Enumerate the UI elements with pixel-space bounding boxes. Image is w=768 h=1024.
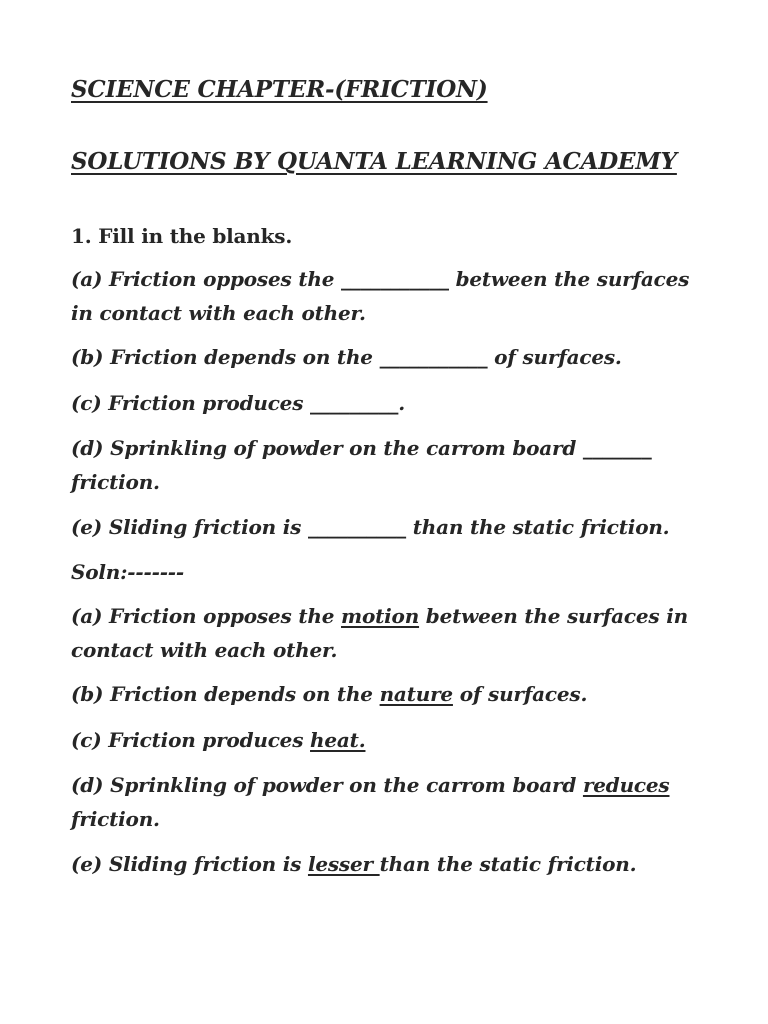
solution-b: [71, 677, 711, 711]
question-d: (d) Sprinkling of powder on the carrom board _______ friction.: [71, 436, 652, 494]
solution-c: [71, 723, 711, 757]
solution-d-after: friction.: [71, 807, 160, 831]
solution-a-before: (a) Friction opposes the: [71, 604, 342, 628]
solution-b-answer: nature: [379, 682, 453, 706]
solution-e-after: than the static friction.: [379, 852, 637, 876]
solution-a-after: between the surfaces in contact with each other.: [71, 604, 688, 662]
question-c: (c) Friction produces _________.: [71, 391, 405, 415]
solution-a-answer: motion: [341, 604, 420, 628]
question-a: (a) Friction opposes the ___________ between the surfaces in contact with each other.: [71, 267, 690, 325]
solution-d: [71, 768, 711, 836]
solution-d-before: (d) Sprinkling of powder on the carrom board: [71, 773, 583, 797]
solution-c-before: (c) Friction produces: [71, 728, 311, 752]
solution-e-before: (e) Sliding friction is: [71, 852, 308, 876]
solution-b-after: of surfaces.: [452, 682, 588, 706]
question-title: 1. Fill in the blanks.: [71, 224, 293, 248]
solutions-heading: SOLUTIONS BY QUANTA LEARNING ACADEMY: [71, 148, 677, 175]
solution-d-answer: reduces: [582, 773, 670, 797]
solution-label: Soln:-------: [71, 560, 185, 584]
question-b: (b) Friction depends on the ___________ of surfaces.: [71, 345, 622, 369]
chapter-heading: SCIENCE CHAPTER-(FRICTION): [71, 76, 488, 103]
question-e: (e) Sliding friction is __________ than the static friction.: [71, 515, 670, 539]
solution-e-answer: lesser: [307, 852, 380, 876]
solution-a: [71, 599, 711, 667]
solution-b-before: (b) Friction depends on the: [71, 682, 380, 706]
solution-c-answer: heat.: [310, 728, 366, 752]
solution-e: [71, 847, 711, 881]
